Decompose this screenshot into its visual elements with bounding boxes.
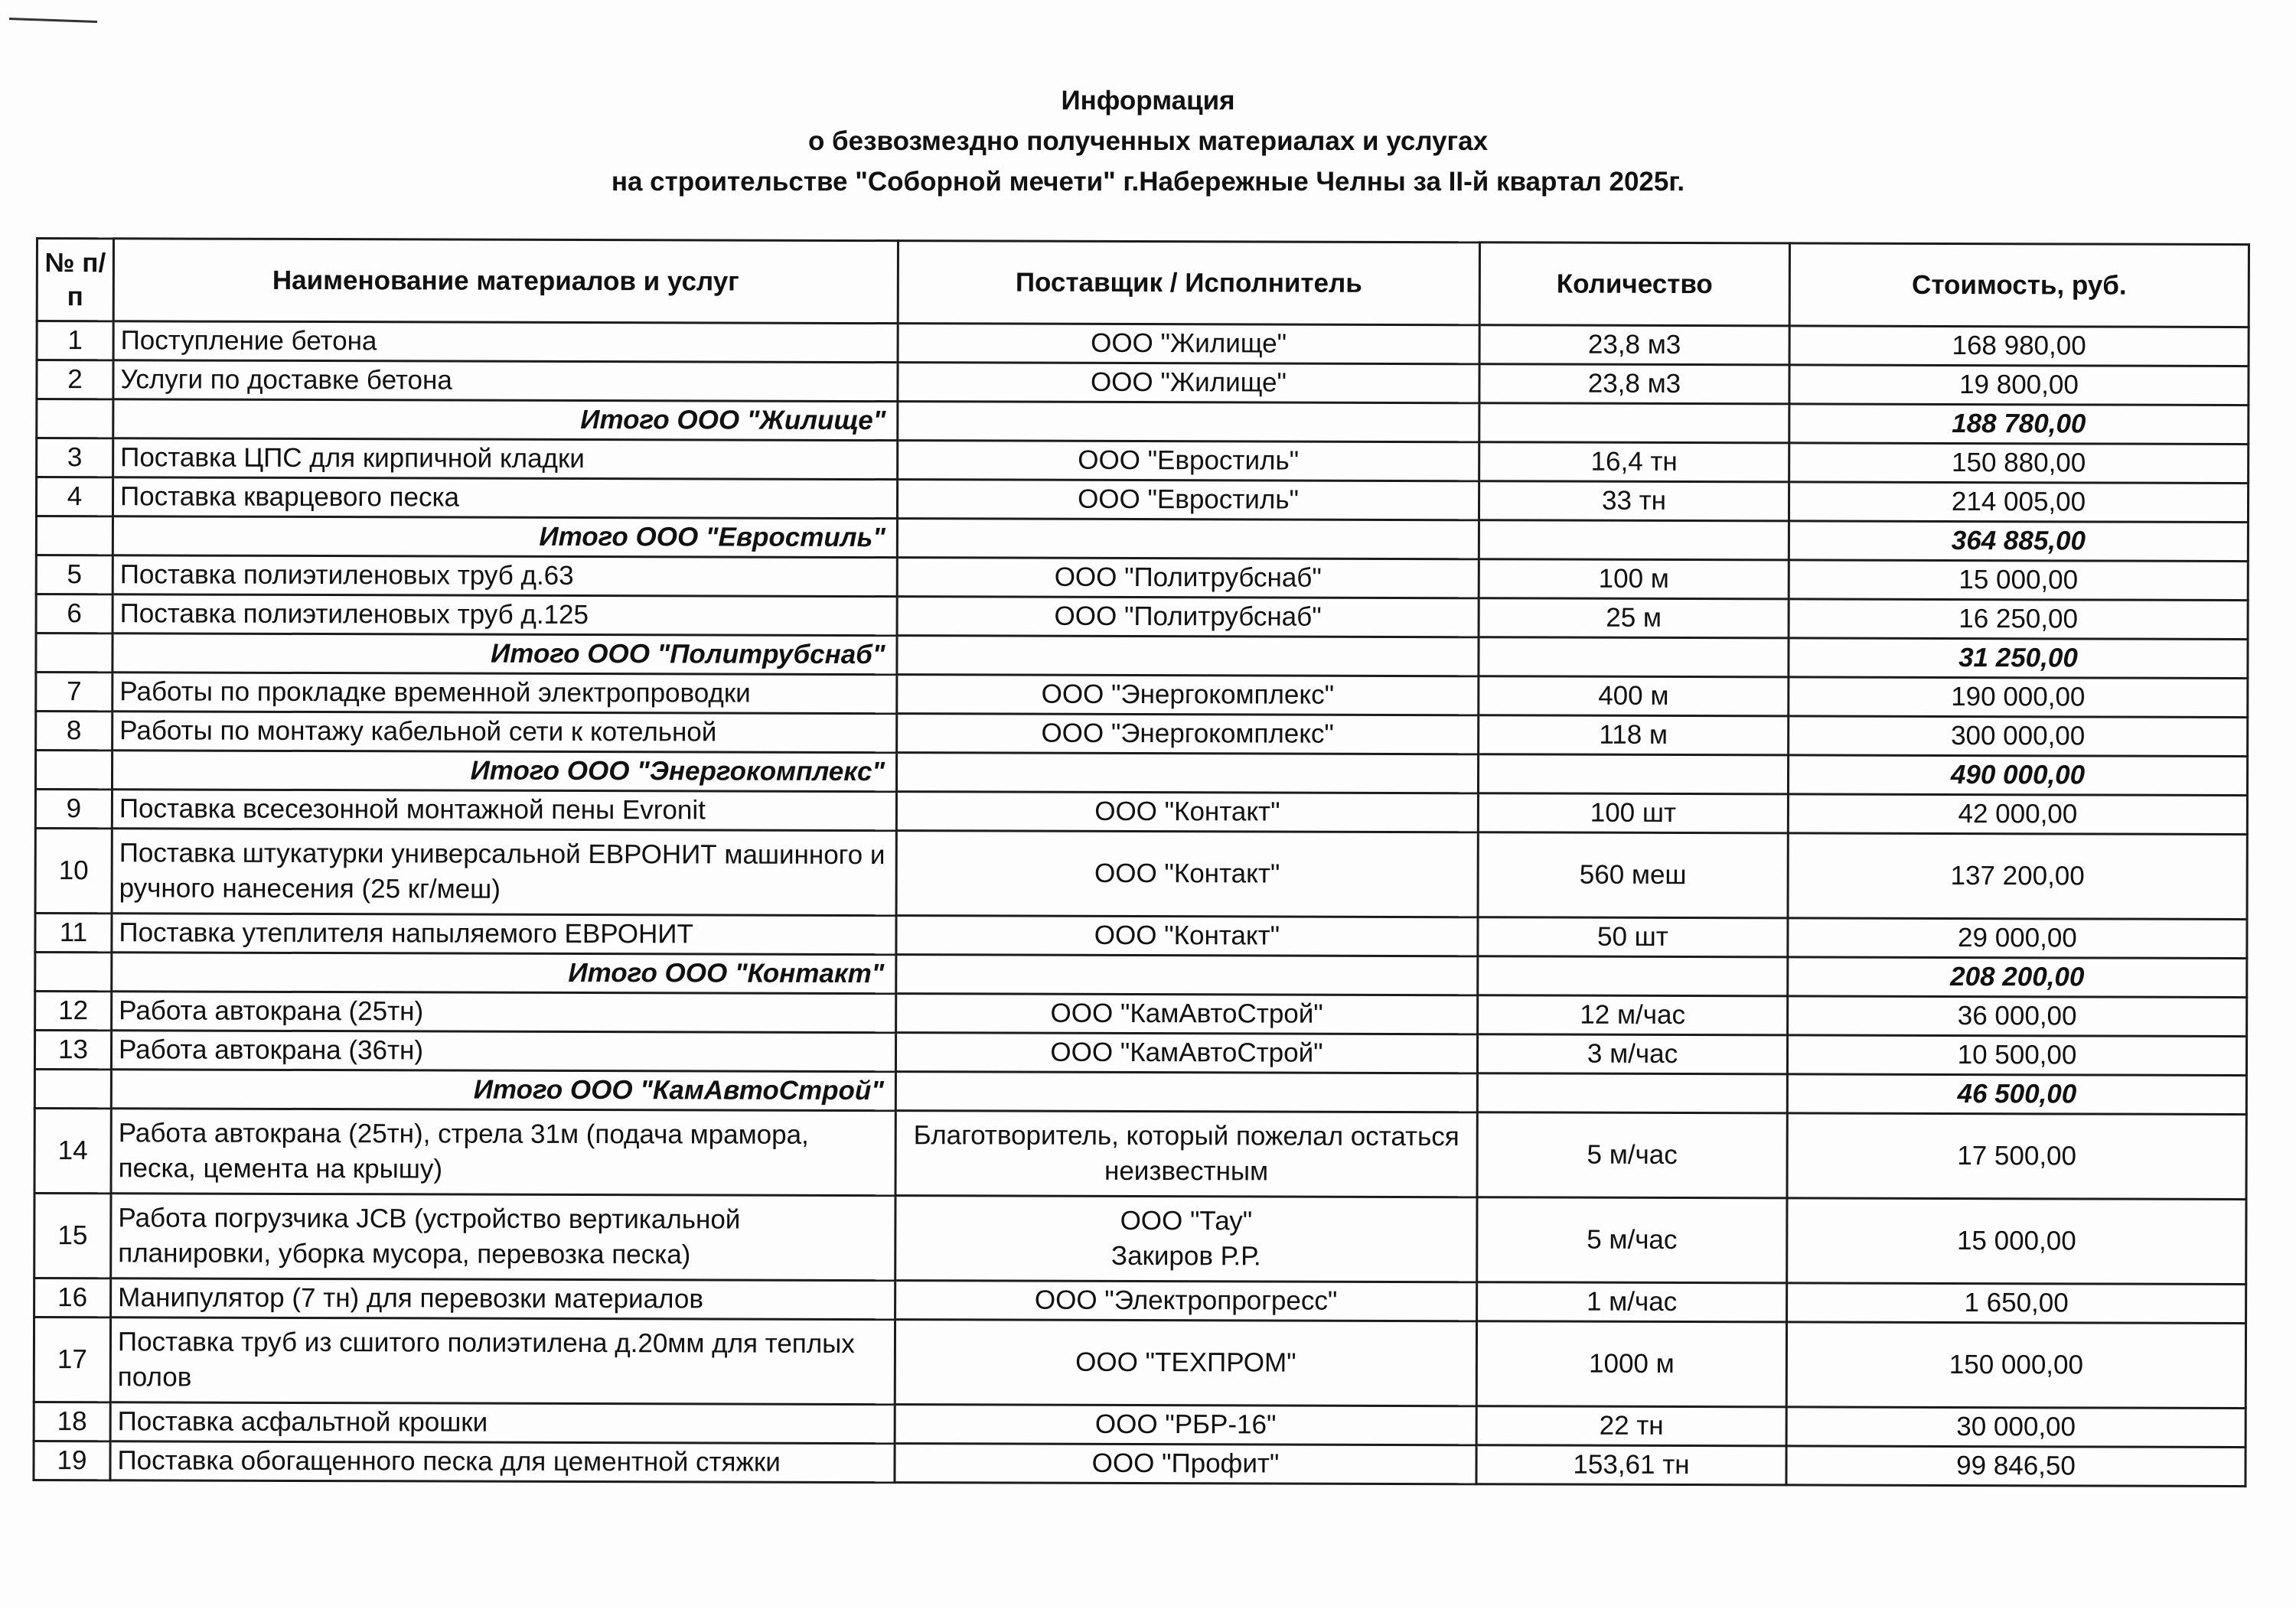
row-supplier: ООО "КамАвтоСтрой" [895, 1033, 1477, 1073]
row-number: 12 [35, 992, 112, 1031]
subtotal-label: Итого ООО "Контакт" [112, 953, 896, 994]
row-number: 2 [37, 360, 113, 399]
row-supplier: Благотворитель, который пожелал остаться неизвестным [895, 1111, 1477, 1197]
row-supplier: ООО "Энергокомплекс" [897, 675, 1479, 715]
row-supplier: ООО "Контакт" [896, 792, 1478, 832]
subtotal-label: Итого ООО "Евростиль" [113, 516, 897, 558]
subtotal-empty [37, 399, 113, 438]
row-number: 13 [34, 1031, 111, 1070]
row-cost: 150 880,00 [1789, 443, 2249, 484]
row-cost: 190 000,00 [1789, 677, 2248, 718]
table-row [35, 992, 2247, 1037]
row-supplier: ООО "Жилище" [898, 324, 1479, 364]
row-cost: 150 000,00 [1786, 1322, 2245, 1409]
row-name: Поставка штукатурки универсальной ЕВРОНИТ машинного и ручного нанесения (25 кг/меш) [112, 829, 896, 916]
row-number: 6 [36, 594, 113, 634]
row-quantity: 33 тн [1479, 481, 1789, 521]
subtotal-empty [896, 955, 1478, 995]
row-quantity: 153,61 тн [1476, 1445, 1786, 1485]
row-supplier: ООО "Евростиль" [897, 480, 1479, 520]
row-name: Поставка утеплителя напыляемого ЕВРОНИТ [112, 914, 896, 955]
subtotal-empty [36, 634, 113, 673]
row-quantity: 50 шт [1478, 917, 1788, 957]
row-name: Работы по прокладке временной электропроводки [113, 673, 897, 714]
subtotal-value: 31 250,00 [1789, 638, 2248, 679]
subtotal-empty [898, 402, 1479, 442]
row-name: Поступление бетона [113, 321, 898, 363]
table-row [34, 1108, 2246, 1199]
title-line-3: на строительстве "Соборной мечети" г.Набережные Челны за II-й квартал 2025г. [611, 167, 1685, 197]
subtotal-value: 490 000,00 [1788, 755, 2247, 796]
row-number: 17 [34, 1317, 110, 1402]
row-number: 9 [35, 790, 112, 829]
row-name: Работа погрузчика JCB (устройство вертикальной планировки, уборка мусора, перевозка песка) [111, 1194, 895, 1281]
table-row [34, 1441, 2245, 1486]
row-supplier: ООО "Жилище" [898, 363, 1479, 403]
row-quantity: 25 м [1479, 598, 1789, 638]
subtotal-empty [1477, 1073, 1787, 1113]
header-name: Наименование материалов и услуг [113, 239, 898, 324]
subtotal-row [35, 953, 2247, 998]
row-number: 4 [36, 477, 113, 516]
subtotal-row [34, 1070, 2246, 1115]
row-number: 18 [34, 1402, 110, 1441]
subtotal-empty [897, 519, 1479, 559]
row-name: Работа автокрана (36тн) [111, 1031, 895, 1072]
row-name: Поставка обогащенного песка для цементной стяжки [110, 1441, 895, 1483]
row-number: 14 [34, 1108, 111, 1193]
row-cost: 17 500,00 [1787, 1113, 2246, 1200]
row-cost: 99 846,50 [1786, 1446, 2245, 1487]
row-name: Поставка ЦПС для кирпичной кладки [113, 438, 898, 480]
materials-table-wrapper [32, 237, 2248, 1487]
table-row [36, 594, 2248, 640]
row-name: Поставка кварцевого песка [113, 477, 897, 519]
document-header [0, 80, 2296, 202]
table-row [35, 829, 2247, 920]
row-name: Поставка асфальтной крошки [110, 1402, 895, 1444]
row-quantity: 16,4 тн [1479, 442, 1789, 482]
table-row [34, 1193, 2246, 1284]
subtotal-row [35, 751, 2247, 796]
row-cost: 16 250,00 [1789, 599, 2248, 640]
table-row [36, 477, 2248, 523]
row-number: 16 [34, 1278, 111, 1317]
row-quantity: 22 тн [1476, 1406, 1786, 1446]
row-cost: 168 980,00 [1789, 326, 2249, 366]
row-cost: 36 000,00 [1788, 996, 2247, 1037]
subtotal-empty [1479, 520, 1789, 560]
header-cost: Стоимость, руб. [1789, 243, 2249, 327]
row-supplier: ООО "Профит" [895, 1444, 1476, 1484]
subtotal-empty [895, 1072, 1477, 1112]
row-cost: 300 000,00 [1789, 716, 2248, 757]
row-cost: 10 500,00 [1787, 1035, 2246, 1076]
subtotal-empty [35, 751, 112, 790]
subtotal-row [36, 516, 2248, 562]
table-row [34, 1278, 2246, 1323]
row-quantity: 100 шт [1478, 793, 1788, 833]
subtotal-label: Итого ООО "Жилище" [113, 399, 898, 441]
title-line-1: Информация [1061, 86, 1235, 116]
row-supplier: ООО "Контакт" [896, 916, 1478, 956]
row-name: Поставка полиэтиленовых труб д.63 [113, 555, 897, 597]
subtotal-empty [34, 1070, 111, 1109]
subtotal-value: 46 500,00 [1787, 1074, 2246, 1115]
subtotal-empty [896, 753, 1478, 793]
subtotal-label: Итого ООО "Политрубснаб" [113, 634, 897, 675]
subtotal-label: Итого ООО "КамАвтоСтрой" [111, 1070, 895, 1111]
row-quantity: 23,8 м3 [1479, 325, 1789, 365]
row-quantity: 23,8 м3 [1479, 364, 1789, 404]
supplier-line: Закиров Р.Р. [1110, 1240, 1261, 1272]
header-quantity: Количество [1479, 243, 1789, 326]
row-supplier: ООО "КамАвтоСтрой" [896, 994, 1478, 1034]
table-row [36, 555, 2248, 601]
row-supplier: ООО "Политрубснаб" [897, 597, 1479, 637]
subtotal-value: 208 200,00 [1788, 957, 2247, 998]
row-name: Поставка труб из сшитого полиэтилена д.20мм для теплых полов [110, 1317, 895, 1405]
subtotal-empty [1478, 754, 1788, 794]
row-cost: 30 000,00 [1786, 1407, 2245, 1448]
table-header-row [37, 239, 2249, 327]
row-supplier: ООО "Энергокомплекс" [897, 714, 1479, 754]
row-number: 11 [35, 914, 112, 953]
row-cost: 29 000,00 [1788, 918, 2247, 959]
header-supplier: Поставщик / Исполнитель [898, 241, 1479, 325]
row-quantity: 3 м/час [1477, 1034, 1787, 1074]
supplier-line: ООО "Тау" [1120, 1205, 1253, 1236]
row-number: 3 [37, 438, 113, 477]
table-row [34, 1402, 2245, 1447]
subtotal-row [36, 634, 2248, 679]
row-quantity: 118 м [1479, 715, 1789, 755]
row-name: Услуги по доставке бетона [113, 360, 898, 402]
row-supplier: ООО "Политрубснаб" [897, 558, 1479, 598]
row-quantity: 12 м/час [1478, 995, 1788, 1035]
row-quantity: 1000 м [1476, 1321, 1786, 1407]
subtotal-empty [1479, 637, 1789, 677]
row-supplier: ООО "РБР-16" [895, 1405, 1476, 1445]
row-cost: 1 650,00 [1787, 1283, 2246, 1324]
row-supplier: ООО "ТЕХПРОМ" [895, 1320, 1476, 1406]
row-number: 1 [37, 321, 113, 360]
row-number: 19 [34, 1441, 110, 1480]
table-row [34, 1317, 2245, 1408]
table-row [36, 712, 2248, 757]
table-row [35, 914, 2247, 959]
row-cost: 15 000,00 [1787, 1198, 2246, 1285]
scan-mark [9, 18, 97, 23]
row-name: Работа автокрана (25тн) [112, 992, 896, 1033]
subtotal-row [37, 399, 2249, 445]
row-cost: 137 200,00 [1788, 833, 2247, 920]
row-number: 8 [36, 712, 113, 751]
row-number: 7 [36, 673, 113, 712]
row-name: Поставка всесезонной монтажной пены Evronit [112, 790, 896, 831]
subtotal-empty [897, 636, 1479, 676]
subtotal-value: 188 780,00 [1789, 404, 2249, 445]
table-row [37, 438, 2249, 484]
row-number: 10 [35, 829, 112, 914]
subtotal-empty [1479, 403, 1789, 443]
table-row [37, 360, 2249, 406]
row-quantity: 100 м [1479, 559, 1789, 599]
table-row [34, 1031, 2246, 1076]
row-cost: 19 800,00 [1789, 365, 2249, 406]
materials-table [32, 237, 2250, 1487]
header-no: № п/п [37, 239, 113, 321]
row-name: Поставка полиэтиленовых труб д.125 [113, 594, 897, 636]
row-cost: 15 000,00 [1789, 560, 2248, 601]
subtotal-empty [35, 953, 112, 992]
row-supplier [895, 1196, 1477, 1282]
subtotal-empty [1478, 956, 1788, 996]
row-number: 5 [36, 555, 113, 594]
subtotal-value: 364 885,00 [1789, 521, 2248, 562]
row-cost: 214 005,00 [1789, 482, 2248, 523]
table-row [36, 673, 2248, 718]
row-quantity: 400 м [1479, 676, 1789, 716]
row-name: Работы по монтажу кабельной сети к котельной [113, 712, 897, 753]
subtotal-label: Итого ООО "Энергокомплекс" [112, 751, 896, 792]
table-row [35, 790, 2247, 835]
table-row [37, 321, 2249, 366]
row-supplier: ООО "Электропрогресс" [895, 1281, 1477, 1321]
row-quantity: 560 меш [1478, 832, 1788, 918]
row-supplier: ООО "Евростиль" [898, 441, 1479, 481]
row-quantity: 5 м/час [1477, 1112, 1787, 1198]
row-name: Работа автокрана (25тн), стрела 31м (подача мрамора, песка, цемента на крышу) [111, 1109, 895, 1196]
row-quantity: 1 м/час [1477, 1282, 1787, 1322]
subtotal-empty [36, 516, 113, 555]
row-supplier: ООО "Контакт" [896, 831, 1478, 917]
row-quantity: 5 м/час [1477, 1197, 1787, 1283]
row-name: Манипулятор (7 тн) для перевозки материалов [111, 1278, 895, 1320]
row-number: 15 [34, 1193, 111, 1278]
row-cost: 42 000,00 [1788, 794, 2247, 835]
title-line-2: о безвозмездно полученных материалах и услугах [807, 126, 1489, 156]
